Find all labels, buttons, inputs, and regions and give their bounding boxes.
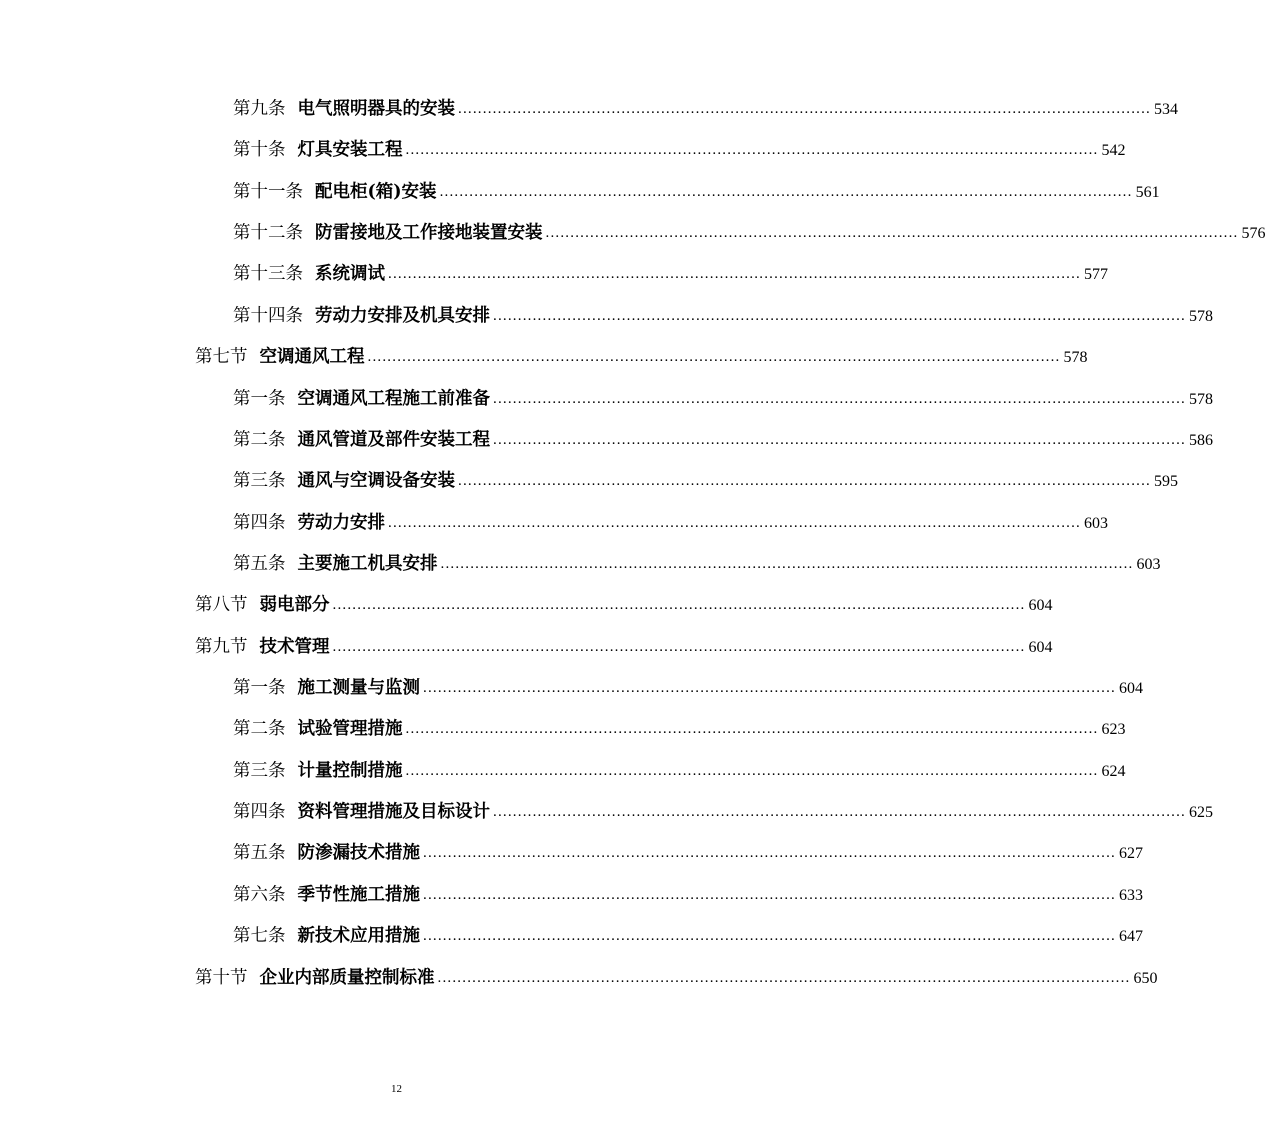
toc-row — [0, 296, 1213, 337]
toc-entry-page-number: 561 — [1135, 183, 1160, 201]
toc-entry-page-number: 627 — [1119, 845, 1143, 863]
toc-entry[interactable] — [233, 674, 1143, 702]
toc-entry-page-number: 604 — [1119, 680, 1143, 698]
toc-entry-title: 灯具安装工程 — [297, 140, 403, 161]
page-number: 12 — [391, 1083, 402, 1095]
toc-dot-leader: ............................................................................................................................................ — [545, 225, 1239, 242]
toc-entry-label: 第十节 — [195, 967, 248, 988]
toc-dot-leader: ............................................................................................................................................ — [388, 266, 1081, 283]
toc-entry[interactable] — [195, 633, 1053, 661]
toc-entry-title: 防渗漏技术措施 — [297, 843, 420, 864]
toc-entry[interactable] — [233, 798, 1213, 826]
toc-row — [0, 420, 1213, 461]
toc-entry[interactable] — [233, 95, 1178, 123]
toc-entry-page-number: 624 — [1101, 762, 1126, 780]
toc-entry-title: 施工测量与监测 — [297, 678, 420, 699]
toc-dot-leader: ............................................................................................................................................ — [405, 142, 1099, 159]
toc-entry-title: 资料管理措施及目标设计 — [297, 802, 490, 823]
toc-entry[interactable] — [195, 591, 1053, 619]
toc-entry-label: 第十三条 — [233, 264, 303, 285]
toc-dot-leader: ............................................................................................................................................ — [458, 473, 1151, 490]
toc-dot-leader: ............................................................................................................................................ — [423, 680, 1116, 697]
toc-entry-title: 技术管理 — [259, 636, 330, 657]
toc-entry[interactable] — [233, 550, 1161, 578]
toc-dot-leader: ............................................................................................................................................ — [439, 183, 1133, 200]
toc-entry-page-number: 604 — [1028, 597, 1053, 615]
toc-entry-label: 第九条 — [233, 99, 286, 119]
toc-dot-leader: ............................................................................................................................................ — [423, 845, 1116, 862]
toc-entry[interactable] — [233, 509, 1108, 537]
toc-entry[interactable] — [233, 178, 1160, 206]
toc-entry-label: 第十四条 — [233, 305, 303, 326]
toc-entry-page-number: 650 — [1133, 969, 1158, 987]
toc-entry-page-number: 534 — [1154, 101, 1178, 118]
toc-entry[interactable] — [233, 426, 1213, 454]
toc-entry-title: 电气照明器具的安装 — [297, 99, 455, 119]
toc-row — [0, 916, 1143, 957]
toc-entry-page-number: 623 — [1101, 721, 1126, 739]
toc-row — [0, 958, 1158, 999]
toc-entry-label: 第二条 — [233, 719, 286, 740]
toc-entry[interactable] — [233, 715, 1126, 743]
toc-row — [0, 254, 1108, 295]
toc-entry[interactable] — [233, 302, 1213, 330]
toc-entry-label: 第五条 — [233, 843, 286, 864]
table-of-contents — [0, 89, 1266, 999]
toc-entry-label: 第十条 — [233, 140, 286, 161]
toc-entry-page-number: 576 — [1241, 225, 1266, 243]
toc-entry[interactable] — [233, 839, 1143, 867]
toc-entry-page-number: 603 — [1084, 514, 1108, 532]
toc-row — [0, 709, 1126, 750]
toc-entry-title: 企业内部质量控制标准 — [259, 967, 435, 988]
toc-entry-page-number: 586 — [1189, 431, 1213, 449]
toc-entry-label: 第六条 — [233, 884, 286, 905]
toc-dot-leader: ............................................................................................................................................ — [493, 390, 1186, 407]
toc-dot-leader: ............................................................................................................................................ — [440, 555, 1134, 572]
toc-entry-title: 劳动力安排 — [297, 512, 385, 533]
toc-entry-title: 通风管道及部件安装工程 — [297, 429, 490, 450]
toc-entry-label: 第七节 — [195, 347, 248, 368]
toc-row — [0, 751, 1126, 792]
toc-entry-label: 第四条 — [233, 512, 286, 533]
toc-entry-title: 弱电部分 — [259, 595, 330, 616]
toc-dot-leader: ............................................................................................................................................ — [493, 431, 1186, 448]
toc-entry-page-number: 577 — [1084, 266, 1108, 284]
toc-entry-label: 第二条 — [233, 429, 286, 450]
toc-row — [0, 544, 1161, 585]
toc-entry-page-number: 603 — [1136, 555, 1161, 573]
toc-entry-label: 第四条 — [233, 802, 286, 823]
toc-row — [0, 89, 1178, 130]
toc-entry[interactable] — [233, 922, 1143, 950]
toc-row — [0, 792, 1213, 833]
toc-dot-leader: ............................................................................................................................................ — [388, 514, 1081, 531]
toc-entry-page-number: 578 — [1063, 349, 1088, 367]
toc-entry-title: 新技术应用措施 — [297, 926, 420, 947]
toc-entry[interactable] — [233, 136, 1126, 164]
toc-entry-label: 第一条 — [233, 678, 286, 699]
toc-entry[interactable] — [233, 219, 1266, 247]
toc-dot-leader: ............................................................................................................................................ — [493, 307, 1186, 324]
toc-entry[interactable] — [233, 881, 1143, 909]
toc-entry-title: 防雷接地及工作接地装置安装 — [315, 223, 543, 244]
toc-entry-label: 第十一条 — [233, 181, 303, 202]
toc-entry[interactable] — [195, 964, 1158, 992]
toc-entry-label: 第五条 — [233, 553, 286, 574]
toc-entry-page-number: 647 — [1119, 928, 1143, 946]
toc-entry-title: 计量控制措施 — [297, 760, 403, 781]
toc-entry-title: 配电柜(箱)安装 — [315, 181, 437, 202]
toc-dot-leader: ............................................................................................................................................ — [423, 928, 1116, 945]
toc-row — [0, 130, 1126, 171]
toc-row — [0, 585, 1053, 626]
toc-entry-title: 系统调试 — [315, 264, 385, 285]
toc-row — [0, 833, 1143, 874]
toc-entry[interactable] — [233, 385, 1213, 413]
toc-dot-leader: ............................................................................................................................................ — [423, 886, 1116, 903]
toc-entry[interactable] — [195, 343, 1088, 371]
toc-row — [0, 337, 1088, 378]
toc-entry-label: 第一条 — [233, 388, 286, 409]
toc-dot-leader: ............................................................................................................................................ — [367, 349, 1061, 366]
toc-entry-label: 第九节 — [195, 636, 248, 657]
toc-entry-label: 第八节 — [195, 595, 248, 616]
toc-dot-leader: ............................................................................................................................................ — [332, 638, 1026, 655]
toc-row — [0, 461, 1178, 502]
toc-entry-page-number: 633 — [1119, 886, 1143, 904]
toc-row — [0, 379, 1213, 420]
toc-dot-leader: ............................................................................................................................................ — [405, 721, 1099, 738]
toc-entry-page-number: 578 — [1189, 390, 1213, 408]
toc-entry-label: 第三条 — [233, 471, 286, 492]
toc-row — [0, 503, 1108, 544]
toc-dot-leader: ............................................................................................................................................ — [405, 762, 1099, 779]
toc-entry-page-number: 595 — [1154, 473, 1178, 491]
toc-entry[interactable] — [233, 757, 1126, 785]
toc-entry-title: 试验管理措施 — [297, 719, 403, 740]
toc-entry[interactable] — [233, 467, 1178, 495]
toc-dot-leader: ............................................................................................................................................ — [458, 101, 1151, 117]
toc-row — [0, 172, 1160, 213]
toc-row — [0, 875, 1143, 916]
toc-dot-leader: ............................................................................................................................................ — [437, 969, 1131, 986]
toc-dot-leader: ............................................................................................................................................ — [332, 597, 1026, 614]
toc-row — [0, 627, 1053, 668]
toc-entry-page-number: 542 — [1101, 142, 1126, 160]
toc-dot-leader: ............................................................................................................................................ — [493, 804, 1186, 821]
toc-entry-title: 季节性施工措施 — [297, 884, 420, 905]
toc-entry-title: 空调通风工程 — [259, 347, 365, 368]
toc-row — [0, 213, 1266, 254]
toc-entry-title: 主要施工机具安排 — [297, 553, 438, 574]
toc-entry-title: 通风与空调设备安装 — [297, 471, 455, 492]
toc-entry-title: 空调通风工程施工前准备 — [297, 388, 490, 409]
toc-entry-page-number: 604 — [1028, 638, 1053, 656]
toc-entry-label: 第三条 — [233, 760, 286, 781]
toc-entry-page-number: 578 — [1189, 307, 1213, 325]
toc-entry-label: 第七条 — [233, 926, 286, 947]
toc-entry-page-number: 625 — [1189, 804, 1213, 822]
toc-entry-title: 劳动力安排及机具安排 — [315, 305, 490, 326]
toc-entry-label: 第十二条 — [233, 223, 303, 244]
toc-entry[interactable] — [233, 260, 1108, 288]
toc-row — [0, 668, 1143, 709]
